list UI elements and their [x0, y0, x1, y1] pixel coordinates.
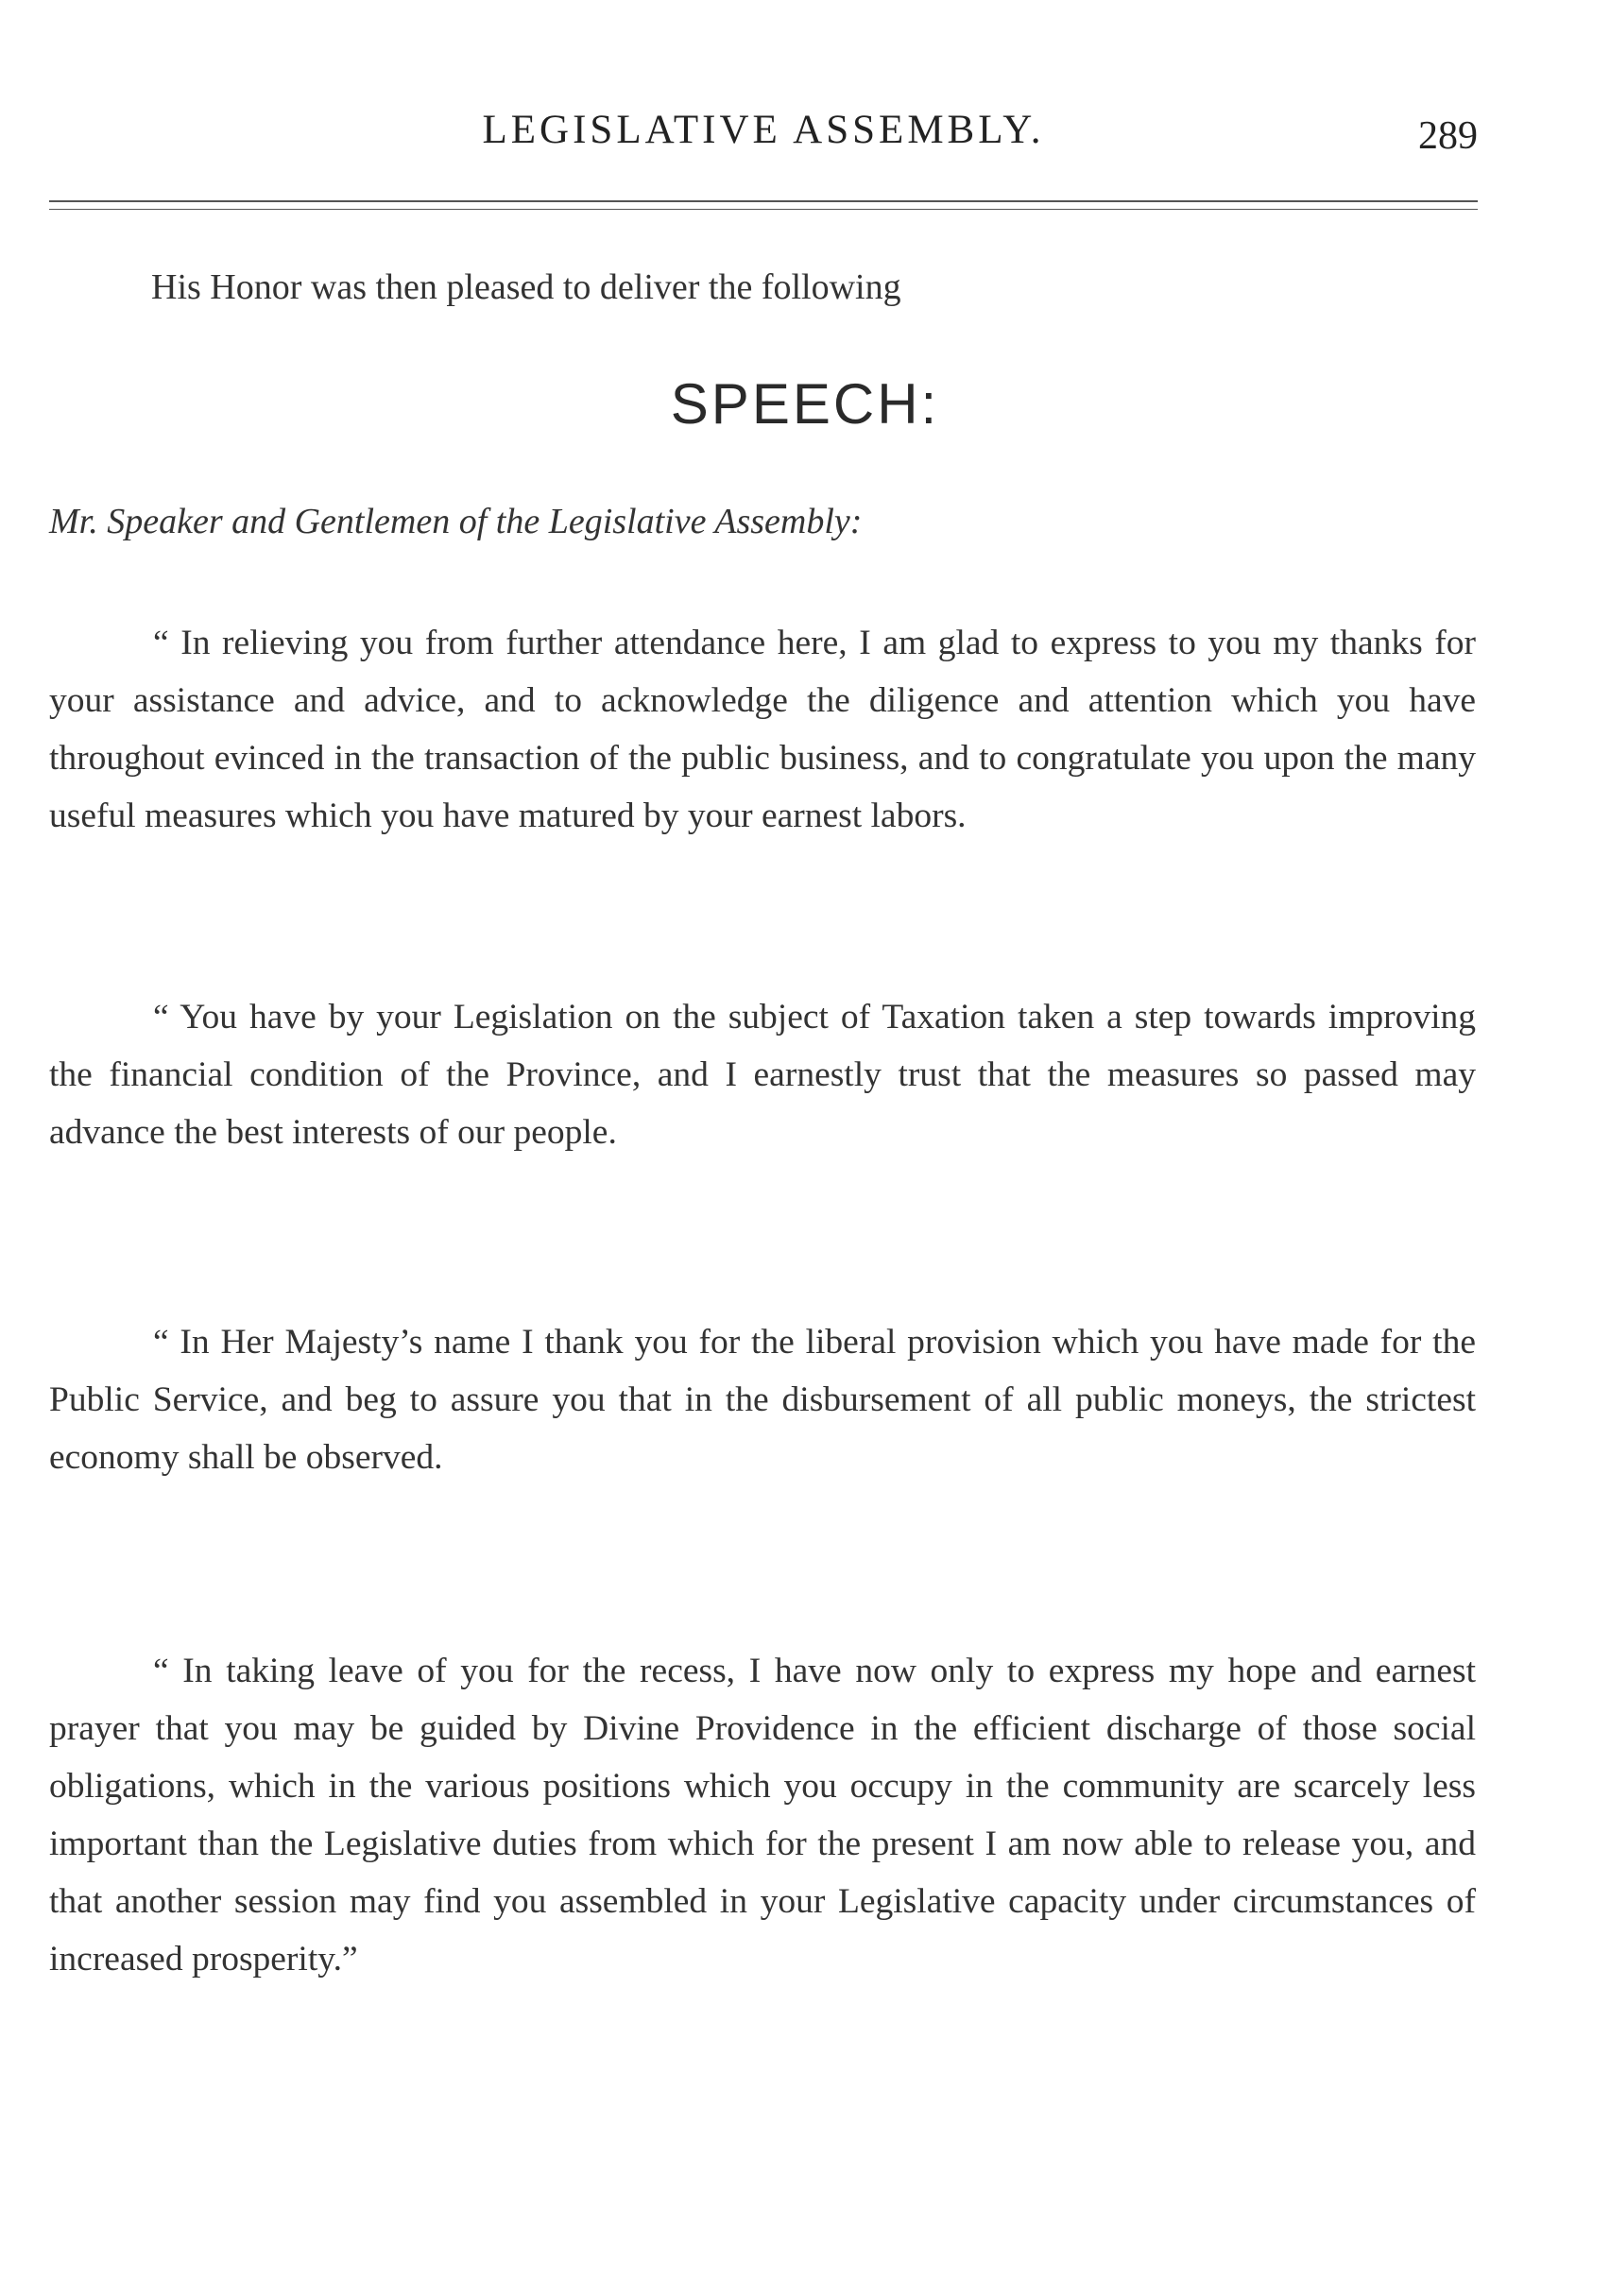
- speech-paragraph-3: “ In Her Majesty’s name I thank you for the liberal provision which you have made for the Public Service, and beg to assure you that in the disbursement of all public moneys, the strictest economy shall be observed.: [49, 1323, 1476, 1477]
- salutation: Mr. Speaker and Gentlemen of the Legislative Assembly:: [49, 502, 863, 541]
- header-rule-thin: [49, 209, 1478, 210]
- intro-line: His Honor was then pleased to deliver the following: [151, 267, 901, 307]
- speech-paragraph-1: “ In relieving you from further attendance here, I am glad to express to you my thanks for your assistance and advice, and to acknowledge the diligence and attention which you have throughout evinced in the transaction of the public business, and to congratulate you upon the many useful measures which you have matured by your earnest labors.: [49, 624, 1476, 835]
- speech-paragraph-2: “ You have by your Legislation on the subject of Taxation taken a step towards improving the financial condition of the Province, and I earnestly trust that the measures so passed may advance the best interests of our people.: [49, 998, 1476, 1152]
- page-number: 289: [1418, 114, 1478, 158]
- header-rule: [49, 200, 1478, 202]
- running-title: LEGISLATIVE ASSEMBLY.: [482, 108, 1045, 152]
- speech-paragraph-4: “ In taking leave of you for the recess, I have now only to express my hope and earnest prayer that you may be guided by Divine Providence in the efficient discharge of those social obligations, which in the various positions which you occupy in the community are scarcely less important than the Legislative duties from which for the present I am now able to release you, and that another session may find you assembled in your Legislative capacity under circumstances of increased prosperity.”: [49, 1652, 1476, 1979]
- speech-heading: SPEECH:: [670, 372, 940, 436]
- page-header: [49, 102, 1478, 159]
